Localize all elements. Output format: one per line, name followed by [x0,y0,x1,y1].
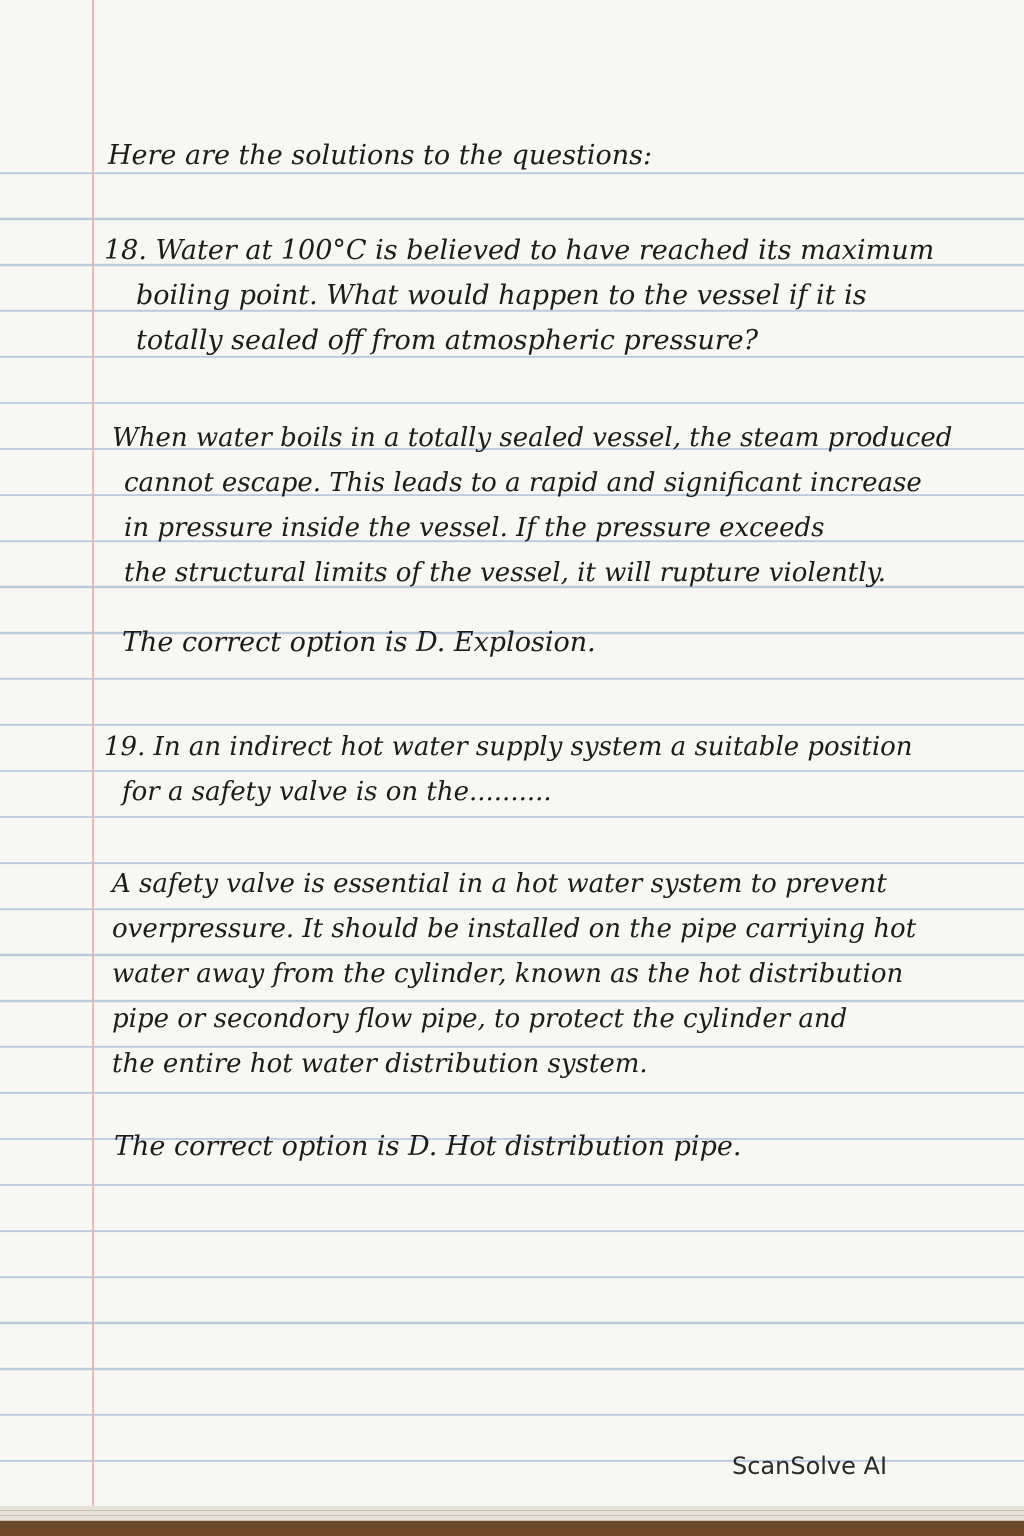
answer-19-line-3: water away from the cylinder, known as the hot distribution [112,959,904,989]
answer-18-line-1: When water boils in a totally sealed vessel, the steam produced [112,423,953,453]
question-18-line-3: totally sealed off from atmospheric pressure? [136,325,759,356]
question-18-line-2: boiling point. What would happen to the vessel if it is [136,280,867,311]
question-19-line-1: 19. In an indirect hot water supply system a suitable position [104,732,913,762]
question-18 [104,228,934,363]
intro-text: Here are the solutions to the questions: [108,140,653,171]
brand-watermark: ScanSolve AI [732,1452,888,1480]
conclusion-19: The correct option is D. Hot distribution pipe. [114,1131,742,1162]
answer-18 [112,416,952,596]
answer-19-line-2: overpressure. It should be installed on the pipe carriying hot [112,914,917,944]
answer-18-line-4: the structural limits of the vessel, it will rupture violently. [124,558,887,588]
question-19-line-2: for a safety valve is on the.......... [122,777,552,807]
answer-19-line-1: A safety valve is essential in a hot water system to prevent [112,869,887,899]
page-edge [0,1516,1024,1521]
answer-19 [112,862,916,1087]
answer-18-line-2: cannot escape. This leads to a rapid and significant increase [124,468,922,498]
margin-line [92,0,94,1506]
answer-19-line-5: the entire hot water distribution system. [112,1049,648,1079]
question-18-line-1: 18. Water at 100°C is believed to have reached its maximum [104,235,935,266]
answer-18-line-3: in pressure inside the vessel. If the pressure exceeds [124,513,825,543]
conclusion-18: The correct option is D. Explosion. [122,627,596,658]
page-header-area [0,0,1024,128]
answer-19-line-4: pipe or secondory flow pipe, to protect the cylinder and [112,1004,848,1034]
question-19 [104,725,913,815]
